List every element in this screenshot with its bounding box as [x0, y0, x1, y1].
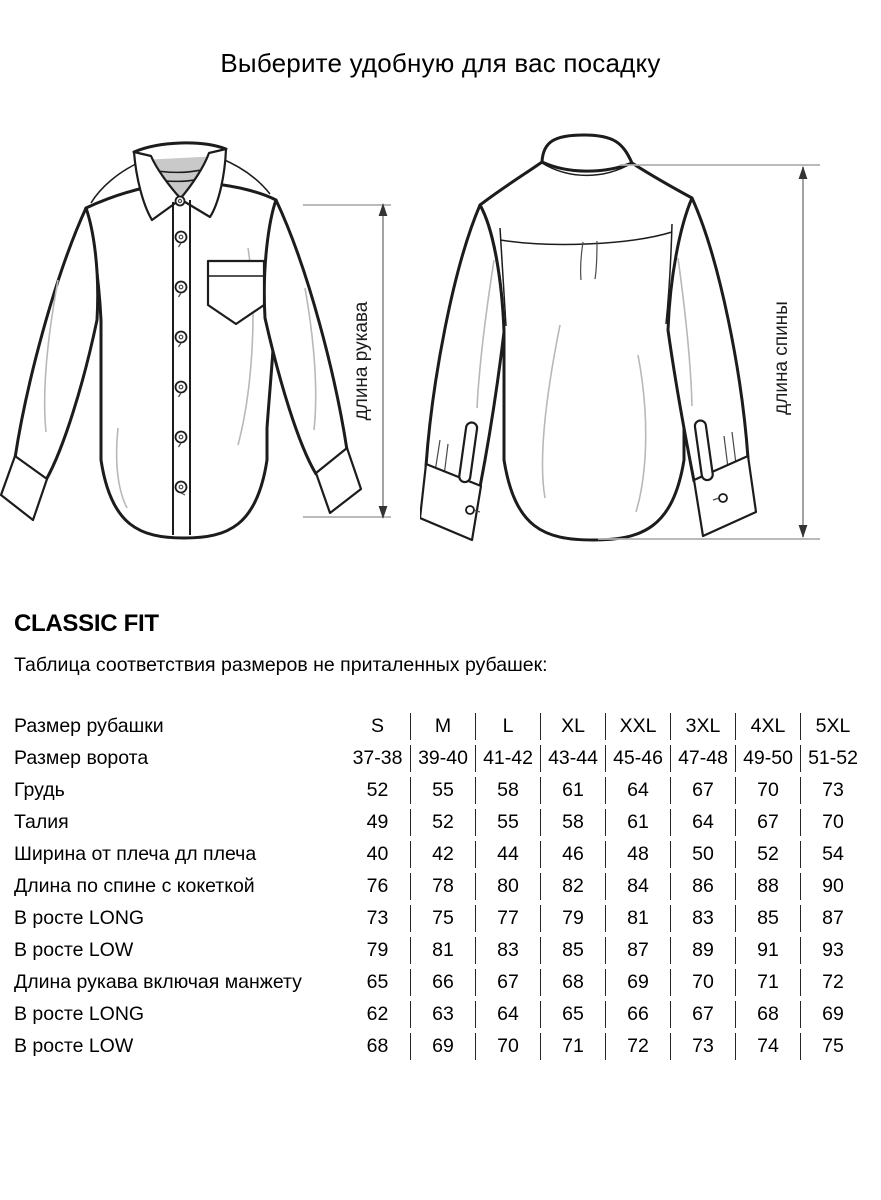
size-cell: 83: [475, 937, 540, 964]
row-label: В росте LONG: [14, 907, 145, 929]
size-cell: 73: [670, 1033, 735, 1060]
size-cell: 68: [540, 969, 605, 996]
left-sleeve: [15, 208, 98, 480]
size-cell: 68: [366, 1035, 389, 1057]
size-cell: 87: [800, 905, 865, 932]
size-cell: 87: [605, 937, 670, 964]
size-cell: 45-46: [605, 745, 670, 772]
size-cell: 91: [735, 937, 800, 964]
row-label: Размер рубашки: [14, 715, 164, 737]
size-cell: 41-42: [475, 745, 540, 772]
table-row: [14, 1001, 865, 1028]
size-cell: 69: [410, 1033, 475, 1060]
size-cell: 81: [410, 937, 475, 964]
size-cell: 68: [735, 1001, 800, 1028]
size-cell: 51-52: [800, 745, 865, 772]
size-cell: 89: [670, 937, 735, 964]
size-cell: 39-40: [410, 745, 475, 772]
size-cell: 88: [735, 873, 800, 900]
size-cell: 72: [605, 1033, 670, 1060]
size-cell: 40: [366, 843, 389, 865]
size-cell: 79: [540, 905, 605, 932]
size-cell: 66: [410, 969, 475, 996]
size-cell: 48: [605, 841, 670, 868]
row-label: Длина по спине с кокеткой: [14, 875, 255, 897]
size-cell: 85: [735, 905, 800, 932]
size-cell: 55: [475, 809, 540, 836]
left-cuff-button: [466, 506, 474, 514]
table-caption: Таблица соответствия размеров не приталенных рубашек:: [14, 654, 548, 676]
table-row: [14, 777, 865, 804]
size-cell: 83: [670, 905, 735, 932]
size-cell: 55: [410, 777, 475, 804]
size-cell: 3XL: [670, 713, 735, 740]
size-cell: 75: [410, 905, 475, 932]
size-cell: 71: [540, 1033, 605, 1060]
page-title: Выберите удобную для вас посадку: [220, 48, 661, 78]
size-cell: 71: [735, 969, 800, 996]
size-cell: 49-50: [735, 745, 800, 772]
size-cell: 80: [475, 873, 540, 900]
size-cell: 66: [605, 1001, 670, 1028]
size-cell: 43-44: [540, 745, 605, 772]
row-label: Грудь: [14, 779, 65, 801]
size-cell: 49: [366, 811, 389, 833]
size-cell: 73: [800, 777, 865, 804]
size-cell: 52: [366, 779, 389, 801]
table-row: [14, 905, 865, 932]
back-collar: [542, 135, 632, 171]
back-length-label: длина спины: [771, 301, 792, 415]
row-label: Талия: [14, 811, 69, 833]
row-label: Ширина от плеча дл плеча: [14, 843, 257, 865]
table-row: [14, 809, 865, 836]
size-cell: 67: [735, 809, 800, 836]
size-cell: 67: [670, 1001, 735, 1028]
table-row: [14, 1033, 865, 1060]
size-cell: 74: [735, 1033, 800, 1060]
row-label: В росте LOW: [14, 939, 134, 961]
size-cell: 44: [475, 841, 540, 868]
right-sleeve: [264, 200, 347, 474]
size-cell: 42: [410, 841, 475, 868]
size-cell: XL: [540, 713, 605, 740]
sleeve-length-label: длина рукава: [351, 301, 372, 421]
table-row: [14, 713, 865, 740]
shirt-back-body: [420, 135, 756, 540]
size-cell: 86: [670, 873, 735, 900]
size-cell: 79: [366, 939, 389, 961]
size-cell: 85: [540, 937, 605, 964]
size-cell: 90: [800, 873, 865, 900]
size-cell: 58: [540, 809, 605, 836]
size-cell: 70: [735, 777, 800, 804]
size-cell: 64: [475, 1001, 540, 1028]
table-row: [14, 745, 865, 772]
row-label: В росте LOW: [14, 1035, 134, 1057]
size-cell: 37-38: [352, 747, 403, 769]
size-cell: 84: [605, 873, 670, 900]
size-cell: 65: [540, 1001, 605, 1028]
size-cell: 82: [540, 873, 605, 900]
shirt-back: [480, 162, 693, 540]
size-cell: 62: [366, 1003, 389, 1025]
table-row: [14, 937, 865, 964]
size-cell: 4XL: [735, 713, 800, 740]
size-cell: 67: [670, 777, 735, 804]
size-cell: 81: [605, 905, 670, 932]
size-cell: 61: [605, 809, 670, 836]
table-row: [14, 969, 865, 996]
size-cell: 64: [605, 777, 670, 804]
right-cuff-button: [719, 494, 727, 502]
size-cell: 78: [410, 873, 475, 900]
size-cell: 70: [670, 969, 735, 996]
size-cell: 73: [366, 907, 389, 929]
size-cell: 52: [410, 809, 475, 836]
size-cell: 93: [800, 937, 865, 964]
size-cell: 63: [410, 1001, 475, 1028]
size-cell: M: [410, 713, 475, 740]
fit-heading: CLASSIC FIT: [14, 610, 159, 637]
size-table: [14, 708, 865, 1065]
row-label: Размер ворота: [14, 747, 149, 769]
size-cell: 76: [366, 875, 389, 897]
size-table-body: [14, 713, 865, 1060]
size-cell: 46: [540, 841, 605, 868]
shirt-front-drawing: [0, 130, 420, 590]
size-cell: 77: [475, 905, 540, 932]
size-cell: 52: [735, 841, 800, 868]
size-cell: 54: [800, 841, 865, 868]
size-cell: XXL: [605, 713, 670, 740]
size-cell: 70: [800, 809, 865, 836]
size-cell: 64: [670, 809, 735, 836]
size-cell: 65: [366, 971, 389, 993]
size-cell: 61: [540, 777, 605, 804]
shirt-back-drawing: [420, 130, 881, 590]
collar-top-edge: [134, 143, 226, 152]
size-cell: 5XL: [800, 713, 865, 740]
shirt-front-body: [1, 143, 361, 538]
size-cell: 69: [605, 969, 670, 996]
size-cell: 67: [475, 969, 540, 996]
size-cell: 58: [475, 777, 540, 804]
size-cell: 70: [475, 1033, 540, 1060]
size-cell: L: [475, 713, 540, 740]
table-row: [14, 841, 865, 868]
row-label: Длина рукава включая манжету: [14, 971, 302, 993]
table-row: [14, 873, 865, 900]
size-cell: 72: [800, 969, 865, 996]
size-cell: S: [370, 715, 384, 737]
size-cell: 47-48: [670, 745, 735, 772]
size-cell: 75: [800, 1033, 865, 1060]
size-cell: 50: [670, 841, 735, 868]
size-cell: 69: [800, 1001, 865, 1028]
row-label: В росте LONG: [14, 1003, 145, 1025]
